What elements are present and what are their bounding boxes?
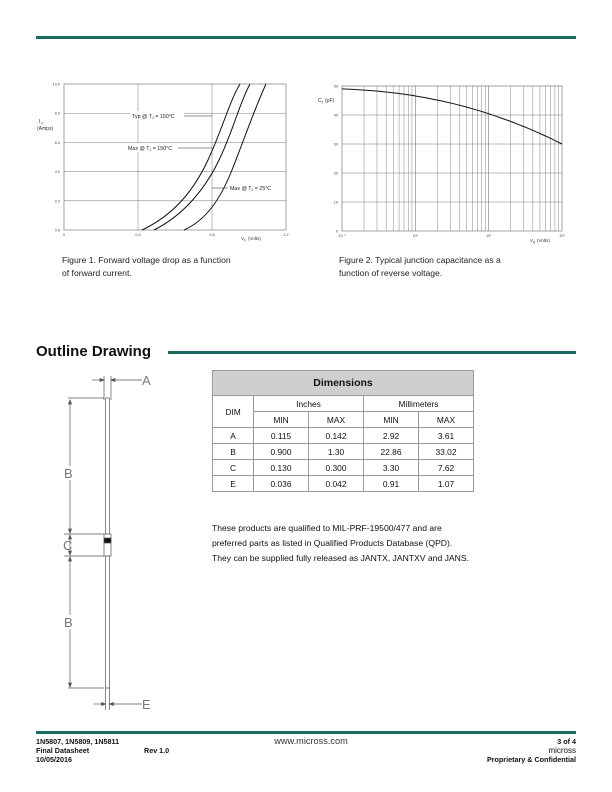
outline-drawing <box>56 370 176 715</box>
figure1-y-tick-label: 10.0 <box>52 82 60 87</box>
figure1-annotation-max-25: Max @ $T_J = 25^\circ C$ <box>230 186 272 193</box>
mm-max-cell: 1.07 <box>419 476 474 492</box>
qualification-note-line2: preferred parts as listed in Qualified Products Database (QPD). <box>212 538 453 548</box>
mm-max-cell: 7.62 <box>419 460 474 476</box>
dimensions-in-max-header: MAX <box>309 412 364 428</box>
figure1-x-label-symbol: V <box>241 236 245 241</box>
figure1-annotation-max-150: Max @ $T_J = 150^\circ C$ <box>128 146 173 153</box>
table-row <box>213 428 474 444</box>
figure1-x-axis-label <box>241 236 261 243</box>
mm-min-cell: 2.92 <box>364 428 419 444</box>
figure1-plot-frame <box>64 84 286 230</box>
in-min-cell: 0.115 <box>254 428 309 444</box>
figure1-y-tick-label: 2.0 <box>54 199 60 204</box>
figure1-annotation-typ-150: Typ @ $T_J = 150^\circ C$ <box>132 114 175 121</box>
table-row <box>213 460 474 476</box>
footer-confidential: Proprietary & Confidential <box>486 755 576 764</box>
figure2-y-ticks <box>334 85 338 234</box>
in-min-cell: 0.036 <box>254 476 309 492</box>
figure1-y-tick-label: 0.0 <box>54 228 60 233</box>
figure1-curve-3 <box>184 84 266 230</box>
figure1-x-label-sub: F <box>244 238 246 243</box>
figure1-y-ticks <box>53 83 60 233</box>
figure1-y-tick-label: 8.0 <box>54 111 60 116</box>
dimensions-dim-header: DIM <box>213 396 254 428</box>
figure1-y-label-sub: F <box>41 122 44 126</box>
figure2-plot-frame <box>342 86 562 231</box>
figure1-x-tick-label: 0 <box>62 233 66 237</box>
outline-label-c: C <box>63 538 73 553</box>
dim-cell: A <box>213 428 254 444</box>
figure1-y-axis-label <box>37 119 53 132</box>
figure1-caption <box>62 254 231 279</box>
qualification-note <box>212 521 512 566</box>
dimensions-in-min-header: MIN <box>254 412 309 428</box>
footer-url-link[interactable]: www.micross.com <box>274 736 348 746</box>
figure1-curve-2 <box>154 84 250 230</box>
figure2-grid <box>342 86 562 231</box>
figure1-y-label-symbol: I <box>39 119 41 125</box>
footer-parts: 1N5807, 1N5809, 1N5811 <box>36 737 120 746</box>
figure2-y-label-symbol: C <box>318 98 322 104</box>
dimensions-mm-min-header: MIN <box>364 412 419 428</box>
figure2-y-tick-label: 30 <box>333 142 338 147</box>
dimensions-mm-max-header: MAX <box>419 412 474 428</box>
figure1-y-label-unit: (Amps) <box>37 126 54 132</box>
figure2-x-label-symbol: V <box>530 238 534 243</box>
figure2-y-axis-label <box>318 98 335 105</box>
table-row <box>213 476 474 492</box>
figure2-y-tick-label: 20 <box>333 171 338 176</box>
figure2-caption-line1: Figure 2. Typical junction capacitance as a <box>339 255 501 265</box>
figure2-y-tick-label: 0 <box>335 229 338 234</box>
mm-max-cell: 33.02 <box>419 444 474 460</box>
mm-max-cell: 3.61 <box>419 428 474 444</box>
dimensions-table <box>212 370 474 492</box>
footer-company: micross <box>548 746 576 755</box>
outline-drawing-rule <box>168 351 576 354</box>
footer-accent-bar <box>36 731 576 734</box>
figure1-y-tick-label: 4.0 <box>54 170 60 175</box>
in-min-cell: 0.130 <box>254 460 309 476</box>
dimensions-mm-header: Millimeters <box>364 396 474 412</box>
figure2-x-tick-label: 10¹ <box>486 234 492 238</box>
figure2-x-label-unit: (Volts) <box>537 238 550 243</box>
dim-cell: E <box>213 476 254 492</box>
figure1-chart <box>34 80 296 245</box>
footer-page-number: 3 of 4 <box>557 737 576 746</box>
in-max-cell: 1.30 <box>309 444 364 460</box>
outline-label-b-bottom: B <box>64 615 73 630</box>
figure1-y-tick-label: 6.0 <box>54 140 60 145</box>
figure1-annotations <box>126 111 280 192</box>
top-accent-bar <box>36 36 576 39</box>
outline-label-b-top: B <box>64 466 73 481</box>
figure2-chart <box>314 80 576 245</box>
figure1-caption-line2: of forward current. <box>62 267 132 278</box>
qualification-note-line1: These products are qualified to MIL-PRF-19500/477 and are <box>212 523 442 533</box>
footer-doc-type: Final Datasheet <box>36 746 90 755</box>
figure2-y-tick-label: 50 <box>333 84 338 89</box>
dim-cell: B <box>213 444 254 460</box>
figure2-x-tick-label: 10² <box>559 234 565 238</box>
in-max-cell: 0.300 <box>309 460 364 476</box>
figure2-y-tick-label: 40 <box>333 113 338 118</box>
figure1-curve-1 <box>142 84 240 230</box>
figure1-x-tick-label: 0.8 <box>209 233 215 237</box>
outline-drawing-title: Outline Drawing <box>36 343 152 360</box>
figure2-y-label-unit: (pF) <box>325 98 335 104</box>
figure2-x-axis-label <box>530 238 550 245</box>
figure2-y-label-sub: J <box>321 100 324 105</box>
outline-label-e: E <box>142 697 151 712</box>
footer-date: 10/05/2016 <box>36 755 72 764</box>
qualification-note-line3: They can be supplied fully released as JANTX, JANTXV and JANS. <box>212 553 469 563</box>
figure2-capacitance-curve <box>342 89 562 144</box>
figure1-caption-line1: Figure 1. Forward voltage drop as a function <box>62 255 231 265</box>
mm-min-cell: 3.30 <box>364 460 419 476</box>
figure2-x-label-sub: R <box>533 240 536 245</box>
table-row <box>213 444 474 460</box>
figure1-x-tick-label: 0.4 <box>135 233 141 237</box>
dim-cell: C <box>213 460 254 476</box>
mm-min-cell: 22.86 <box>364 444 419 460</box>
mm-min-cell: 0.91 <box>364 476 419 492</box>
figure2-caption <box>339 254 501 279</box>
footer-rev: Rev 1.0 <box>144 746 170 755</box>
figure2-x-tick-label: 10⁰ <box>412 234 419 238</box>
dimensions-table-title: Dimensions <box>213 371 474 396</box>
in-max-cell: 0.142 <box>309 428 364 444</box>
outline-label-a: A <box>142 373 151 388</box>
figure1-curves <box>142 84 266 230</box>
figure1-x-label-unit: (Volts) <box>248 236 261 241</box>
figure1-x-tick-label: 1.2 <box>283 233 289 237</box>
figure2-y-tick-label: 10 <box>333 200 338 205</box>
figure1-grid <box>64 84 286 230</box>
figure2-caption-line2: function of reverse voltage. <box>339 267 443 278</box>
dimensions-inches-header: Inches <box>254 396 364 412</box>
in-min-cell: 0.900 <box>254 444 309 460</box>
in-max-cell: 0.042 <box>309 476 364 492</box>
figure2-x-tick-label: 10⁻¹ <box>338 234 346 238</box>
